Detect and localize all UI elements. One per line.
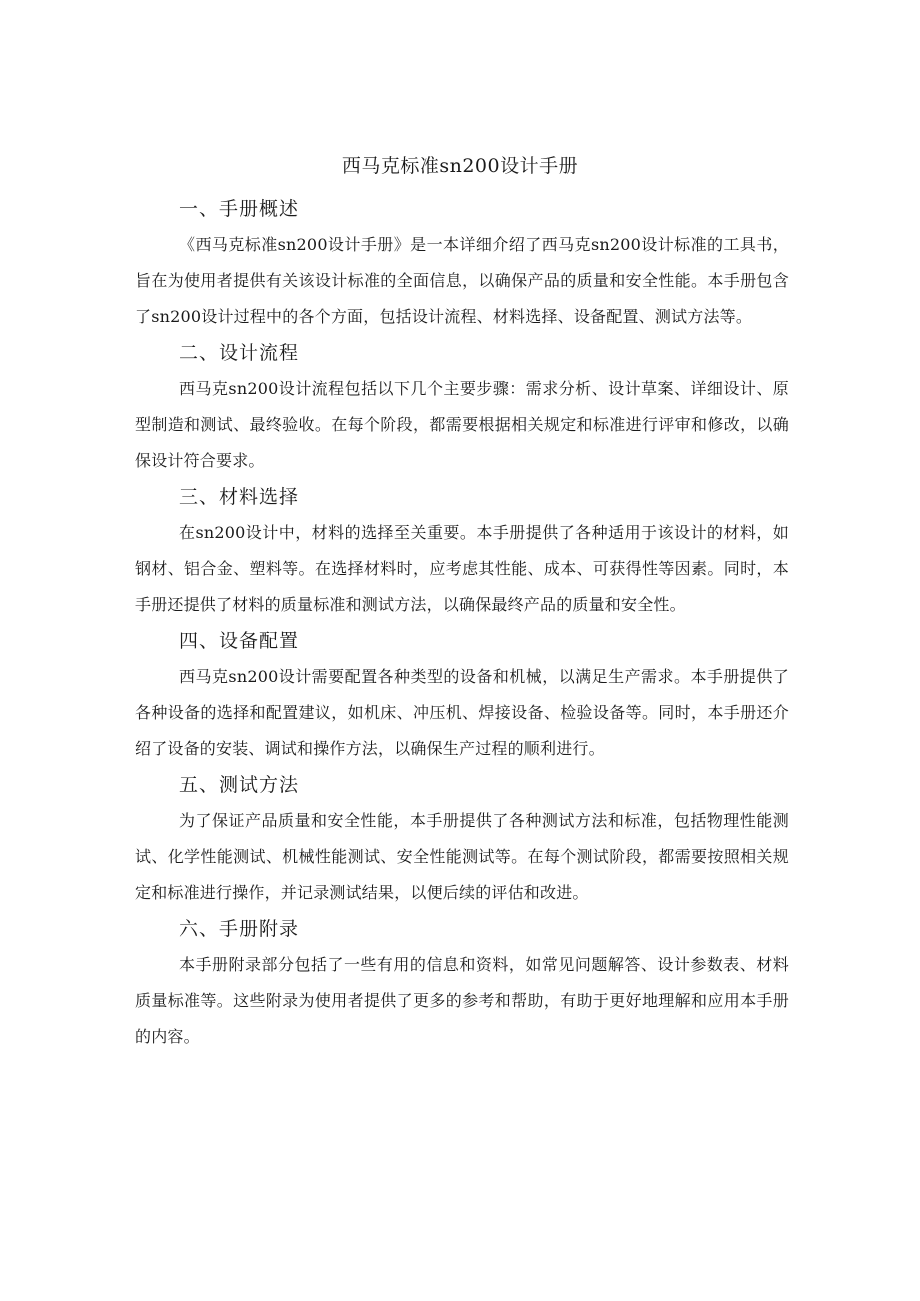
section-body: 为了保证产品质量和安全性能，本手册提供了各种测试方法和标准，包括物理性能测试、化学性能测试、机械性能测试、安全性能测试等。在每个测试阶段，都需要按照相关规定和标准进行操作，并记录测试结果，以便后续的评估和改进。 — [135, 811, 789, 902]
section-test-methods — [135, 767, 789, 911]
document-content — [135, 191, 789, 1055]
section-body: 在sn200设计中，材料的选择至关重要。本手册提供了各种适用于该设计的材料，如钢材、铝合金、塑料等。在选择材料时，应考虑其性能、成本、可获得性等因素。同时，本手册还提供了材料的质量标准和测试方法，以确保最终产品的质量和安全性。 — [135, 523, 789, 614]
section-heading: 五、测试方法 — [179, 774, 300, 796]
section-heading: 四、设备配置 — [179, 630, 300, 652]
document-title: 西马克标准sn200设计手册 — [341, 155, 579, 177]
section-body: 《西马克标准sn200设计手册》是一本详细介绍了西马克sn200设计标准的工具书，旨在为使用者提供有关该设计标准的全面信息，以确保产品的质量和安全性能。本手册包含了sn200设计过程中的各个方面，包括设计流程、材料选择、设备配置、测试方法等。 — [135, 235, 789, 326]
section-heading: 一、手册概述 — [179, 198, 300, 220]
section-overview — [135, 191, 789, 335]
section-design-process — [135, 335, 789, 479]
section-body: 西马克sn200设计需要配置各种类型的设备和机械，以满足生产需求。本手册提供了各种设备的选择和配置建议，如机床、冲压机、焊接设备、检验设备等。同时，本手册还介绍了设备的安装、调试和操作方法，以确保生产过程的顺利进行。 — [135, 667, 789, 758]
section-appendix — [135, 911, 789, 1055]
section-material-selection — [135, 479, 789, 623]
section-body: 西马克sn200设计流程包括以下几个主要步骤：需求分析、设计草案、详细设计、原型制造和测试、最终验收。在每个阶段，都需要根据相关规定和标准进行评审和修改，以确保设计符合要求。 — [135, 379, 789, 470]
section-heading: 二、设计流程 — [179, 342, 300, 364]
section-heading: 六、手册附录 — [179, 918, 300, 940]
section-equipment-configuration — [135, 623, 789, 767]
section-heading: 三、材料选择 — [179, 486, 300, 508]
section-body: 本手册附录部分包括了一些有用的信息和资料，如常见问题解答、设计参数表、材料质量标准等。这些附录为使用者提供了更多的参考和帮助，有助于更好地理解和应用本手册的内容。 — [135, 955, 789, 1046]
